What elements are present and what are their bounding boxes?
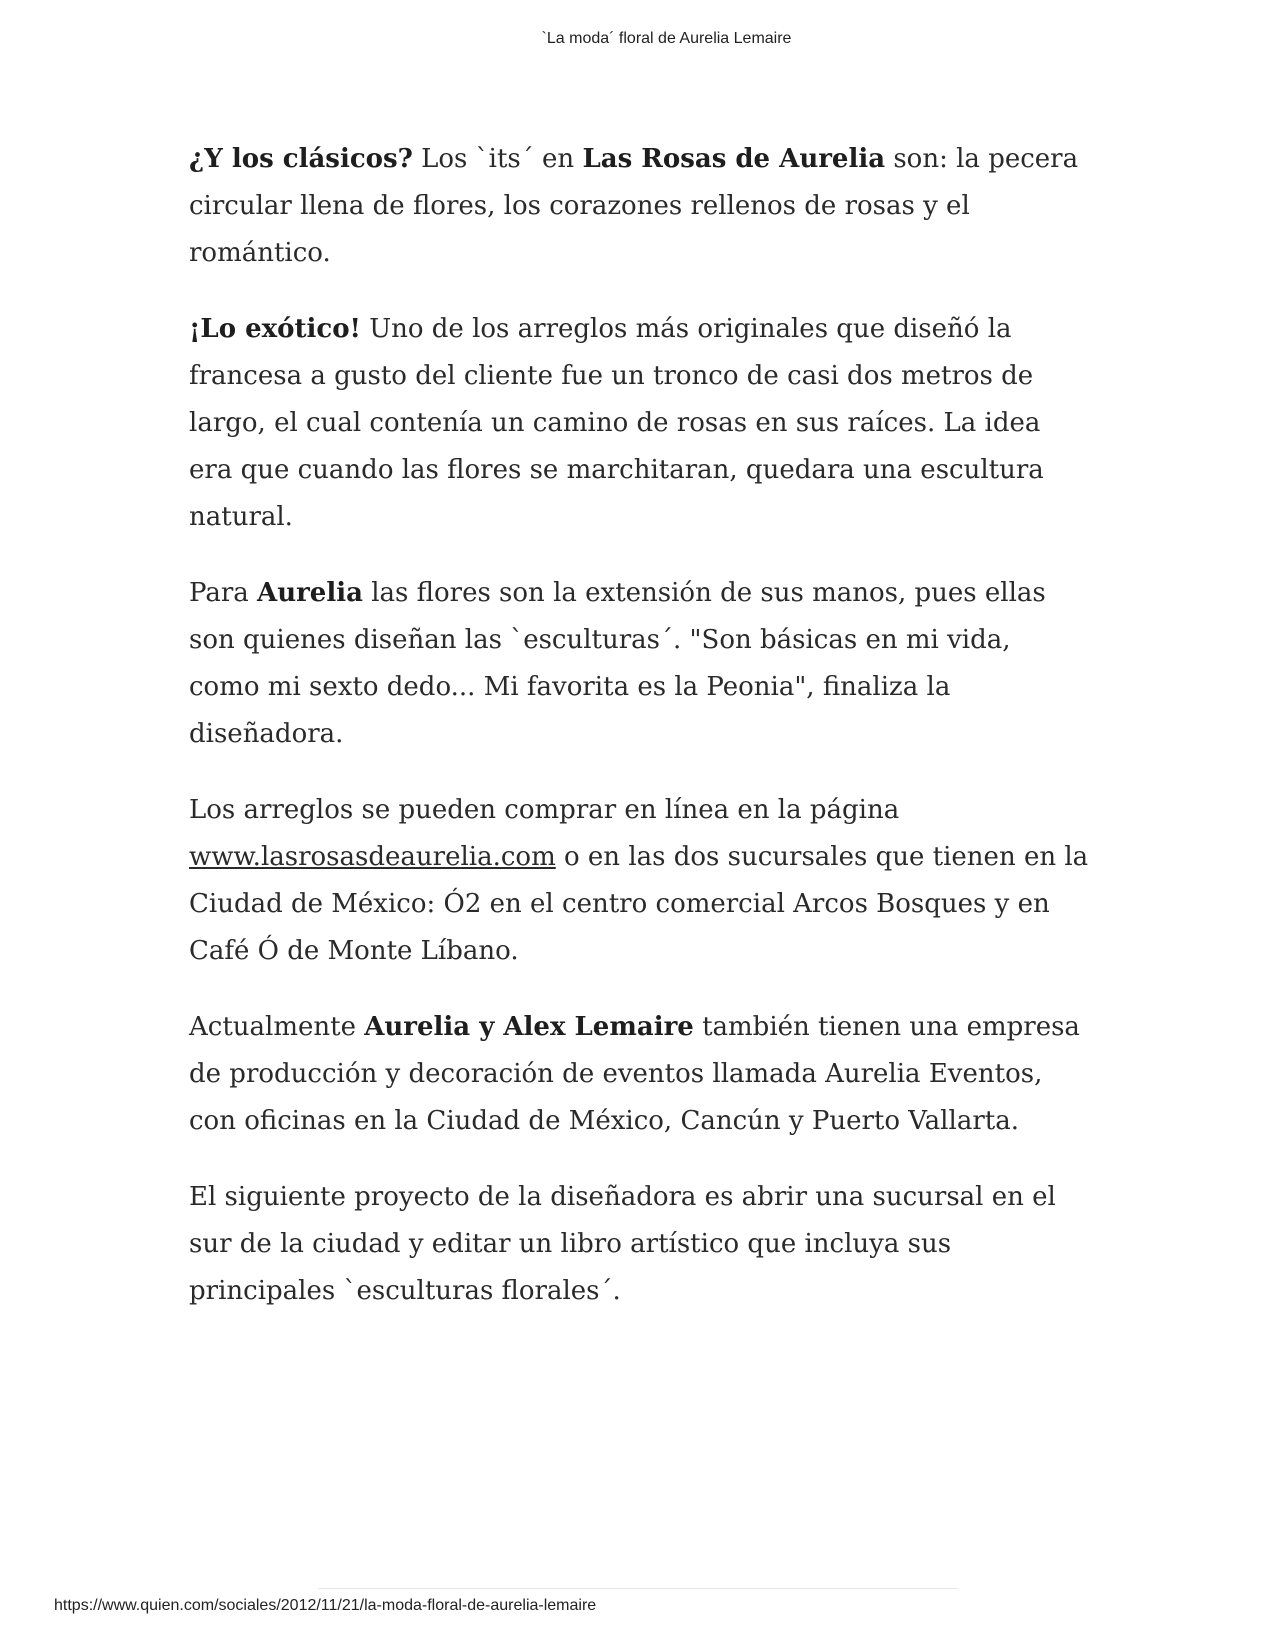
paragraph-text: El siguiente proyecto de la diseñadora es abrir una sucursal en el sur de la ciudad y editar un libro artístico que incluya sus principales `esculturas florales´.: [189, 1182, 1056, 1306]
paragraph-text: Actualmente: [189, 1012, 365, 1042]
store-name: Las Rosas de Aurelia: [582, 144, 886, 174]
page-footer-url: https://www.quien.com/sociales/2012/11/21/la-moda-floral-de-aurelia-lemaire: [54, 1597, 597, 1614]
paragraph-compras: [189, 787, 1089, 975]
page-header-title: `La moda´ floral de Aurelia Lemaire: [541, 30, 792, 47]
footer-divider: [318, 1588, 958, 1589]
paragraph-clasicos: [189, 136, 1089, 277]
lead-exotico: ¡Lo exótico!: [189, 314, 361, 344]
paragraph-eventos: [189, 1004, 1089, 1145]
person-name: Aurelia: [257, 578, 363, 608]
paragraph-exotico: [189, 306, 1089, 541]
paragraph-text: son: la pecera circular llena de flores, los corazones rellenos de rosas y el romántico.: [189, 144, 1079, 268]
lead-clasicos: ¿Y los clásicos?: [189, 144, 413, 174]
store-website-link[interactable]: www.lasrosasdeaurelia.com: [189, 842, 556, 872]
paragraph-aurelia: [189, 570, 1089, 758]
paragraph-text: Uno de los arreglos más originales que diseñó la francesa a gusto del cliente fue un tronco de casi dos metros de largo, el cual contenía un camino de rosas en sus raíces. La idea era que cuando las flores se marchitaran, quedara una escultura natural.: [189, 314, 1044, 532]
paragraph-text: Para: [189, 578, 258, 608]
paragraph-text: también tienen una empresa de producción y decoración de eventos llamada Aurelia Eventos, con oficinas en la Ciudad de México, Cancún y Puerto Vallarta.: [189, 1012, 1080, 1136]
paragraph-text: las flores son la extensión de sus manos, pues ellas son quienes diseñan las `esculturas´. "Son básicas en mi vida, como mi sexto dedo... Mi favorita es la Peonia", finaliza la diseñadora.: [189, 578, 1046, 749]
paragraph-text: Los `its´ en: [412, 144, 583, 174]
article-body: [189, 136, 1089, 1344]
paragraph-proyecto: [189, 1174, 1089, 1315]
paragraph-text: o en las dos sucursales que tienen en la Ciudad de México: Ó2 en el centro comercial Arcos Bosques y en Café Ó de Monte Líbano.: [189, 842, 1089, 966]
paragraph-text: Los arreglos se pueden comprar en línea en la página: [189, 795, 900, 825]
person-names: Aurelia y Alex Lemaire: [364, 1012, 694, 1042]
